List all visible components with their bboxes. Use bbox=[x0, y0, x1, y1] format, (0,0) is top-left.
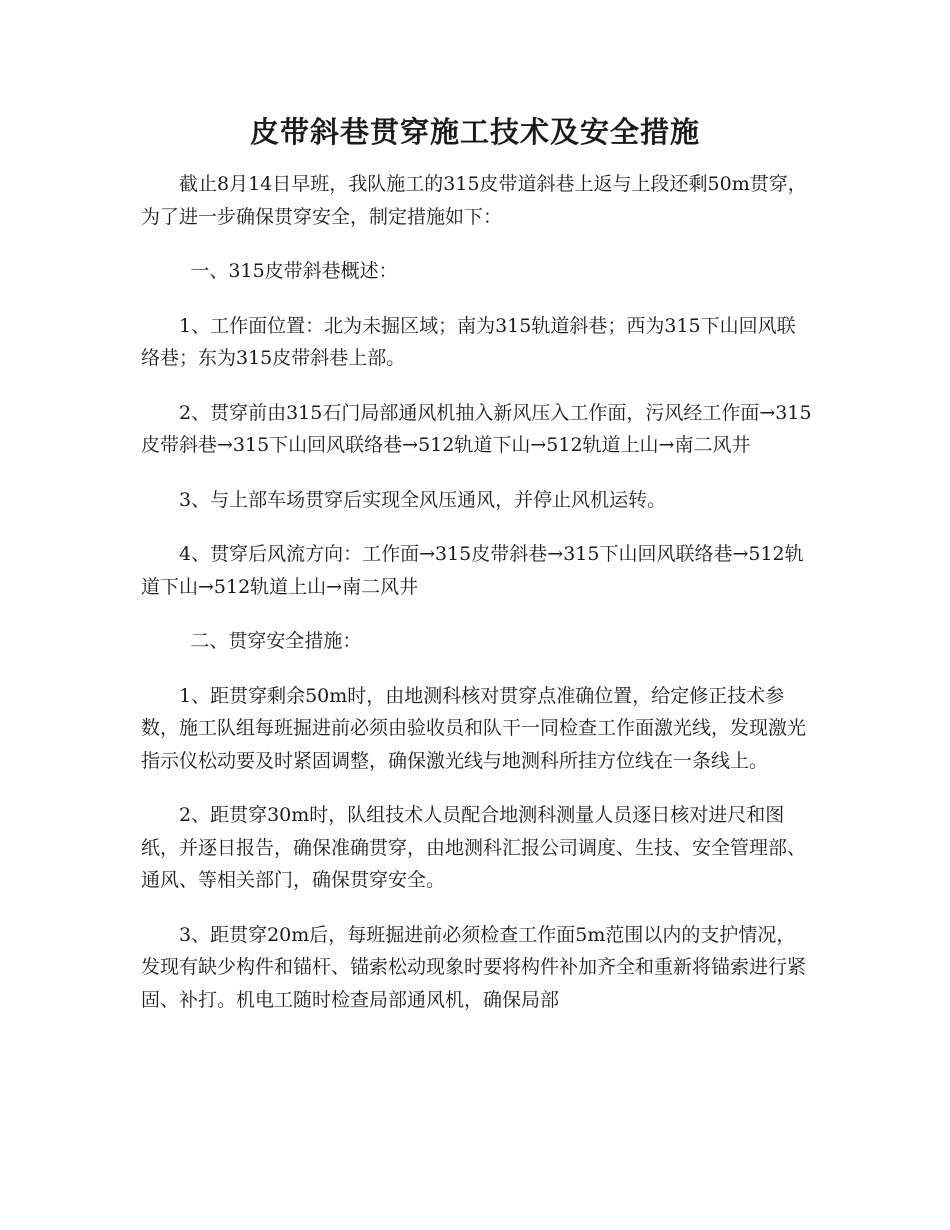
paragraph-overview-4: 4、贯穿后风流方向：工作面→315皮带斜巷→315下山回风联络巷→512轨道下山→512轨道上山→南二风井 bbox=[141, 543, 804, 598]
paragraph-safety-2: 2、距贯穿30m时，队组技术人员配合地测科测量人员逐日核对进尺和图纸，并逐日报告，确保准确贯穿，由地测科汇报公司调度、生技、安全管理部、通风、等相关部门，确保贯穿安全。 bbox=[141, 804, 807, 891]
paragraph-overview-1: 1、工作面位置：北为未掘区域；南为315轨道斜巷；西为315下山回风联络巷；东为315皮带斜巷上部。 bbox=[141, 314, 796, 369]
paragraph-safety-3: 3、距贯穿20m后，每班掘进前必须检查工作面5m范围以内的支护情况，发现有缺少构件和锚杆、锚索松动现象时要将构件补加齐全和重新将锚索进行紧固、补打。机电工随时检查局部通风机，确保局部 bbox=[141, 923, 807, 1011]
paragraph-overview-3: 3、与上部车场贯穿后实现全风压通风，并停止风机运转。 bbox=[179, 488, 667, 511]
paragraph-overview-2: 2、贯穿前由315石门局部通风机抽入新风压入工作面，污风经工作面→315皮带斜巷→315下山回风联络巷→512轨道下山→512轨道上山→南二风井 bbox=[141, 401, 812, 456]
section-heading-safety: 二、贯穿安全措施： bbox=[190, 630, 362, 652]
document-title: 皮带斜巷贯穿施工技术及安全措施 bbox=[249, 115, 700, 149]
paragraph-safety-1: 1、距贯穿剩余50m时，由地测科核对贯穿点准确位置，给定修正技术参数，施工队组每班掘进前必须由验收员和队干一同检查工作面激光线，发现激光指示仪松动要及时紧固调整，确保激光线与地测科所挂方位线在一条线上。 bbox=[141, 684, 807, 772]
section-heading-overview: 一、315皮带斜巷概述： bbox=[190, 260, 398, 282]
document-body bbox=[141, 168, 813, 1016]
paragraph-intro: 截止8月14日早班，我队施工的315皮带道斜巷上返与上段还剩50m贯穿，为了进一步确保贯穿安全，制定措施如下： bbox=[141, 173, 807, 228]
